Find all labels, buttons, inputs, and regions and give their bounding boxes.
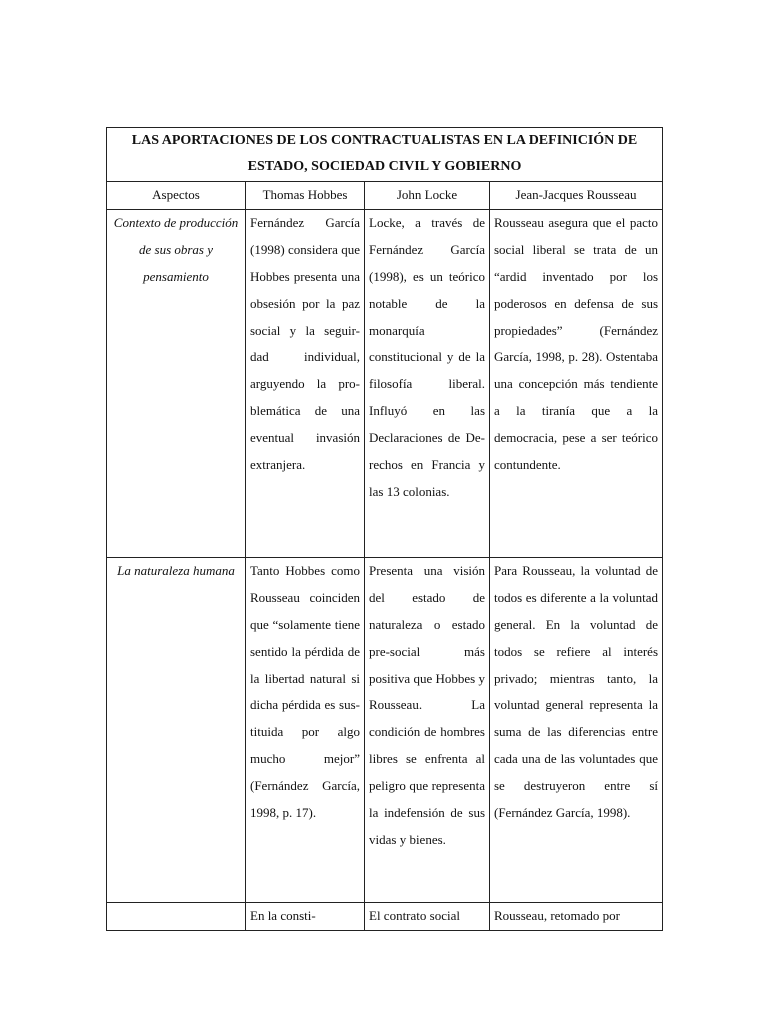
table-row <box>107 209 663 557</box>
locke-cell: Presenta una visión del estado de naturaleza o estado pre-social más positiva que Hobbes y Rousseau. La condición de hombres libres se enfrenta al peligro que representa la indefensión de sus vidas y bienes. <box>365 557 490 902</box>
header-hobbes: Thomas Hobbes <box>246 182 365 210</box>
table-title: LAS APORTACIONES DE LOS CONTRACTUALISTAS EN LA DEFINICIÓN DE ESTADO, SOCIEDAD CIVIL Y GOBIERNO <box>107 128 663 182</box>
hobbes-cell: Tanto Hobbes como Rousseau coinciden que “solamente tiene sentido la pérdida de la libertad natural si dicha pérdida es sus-tituida por algo mucho mejor” (Fernández García, 1998, p. 17). <box>246 557 365 902</box>
table-row <box>107 902 663 930</box>
rousseau-cell: Para Rousseau, la voluntad de todos es diferente a la voluntad general. En la voluntad de todos se refiere al interés privado; mientras tanto, la voluntad general representa la suma de las diferencias entre cada una de las voluntades que se destruyeron entre sí (Fernández García, 1998). <box>490 557 663 902</box>
locke-cell: Locke, a través de Fernández García (1998), es un teórico notable de la monarquía constitucional y de la filosofía liberal. Influyó en las Declaraciones de De-rechos en Francia y las 13 colonias. <box>365 209 490 557</box>
aspect-cell <box>107 902 246 930</box>
hobbes-cell: Fernández García (1998) considera que Hobbes presenta una obsesión por la paz social y la seguir-dad individual, arguyendo la pro-blemática de una eventual invasión extranjera. <box>246 209 365 557</box>
contractualists-table <box>106 127 663 931</box>
header-locke: John Locke <box>365 182 490 210</box>
header-rousseau: Jean-Jacques Rousseau <box>490 182 663 210</box>
rousseau-cell: Rousseau asegura que el pacto social liberal se trata de un “ardid inventado por los poderosos en defensa de sus propiedades” (Fernández García, 1998, p. 28). Ostentaba una concepción más tendiente a la tiranía que a la democracia, pese a ser teórico contundente. <box>490 209 663 557</box>
header-aspectos: Aspectos <box>107 182 246 210</box>
aspect-cell: Contexto de producción de sus obras y pensamiento <box>107 209 246 557</box>
table-row <box>107 557 663 902</box>
hobbes-cell: En la consti- <box>246 902 365 930</box>
aspect-cell: La naturaleza humana <box>107 557 246 902</box>
rousseau-cell: Rousseau, retomado por <box>490 902 663 930</box>
table-header-row <box>107 182 663 210</box>
locke-cell: El contrato social <box>365 902 490 930</box>
